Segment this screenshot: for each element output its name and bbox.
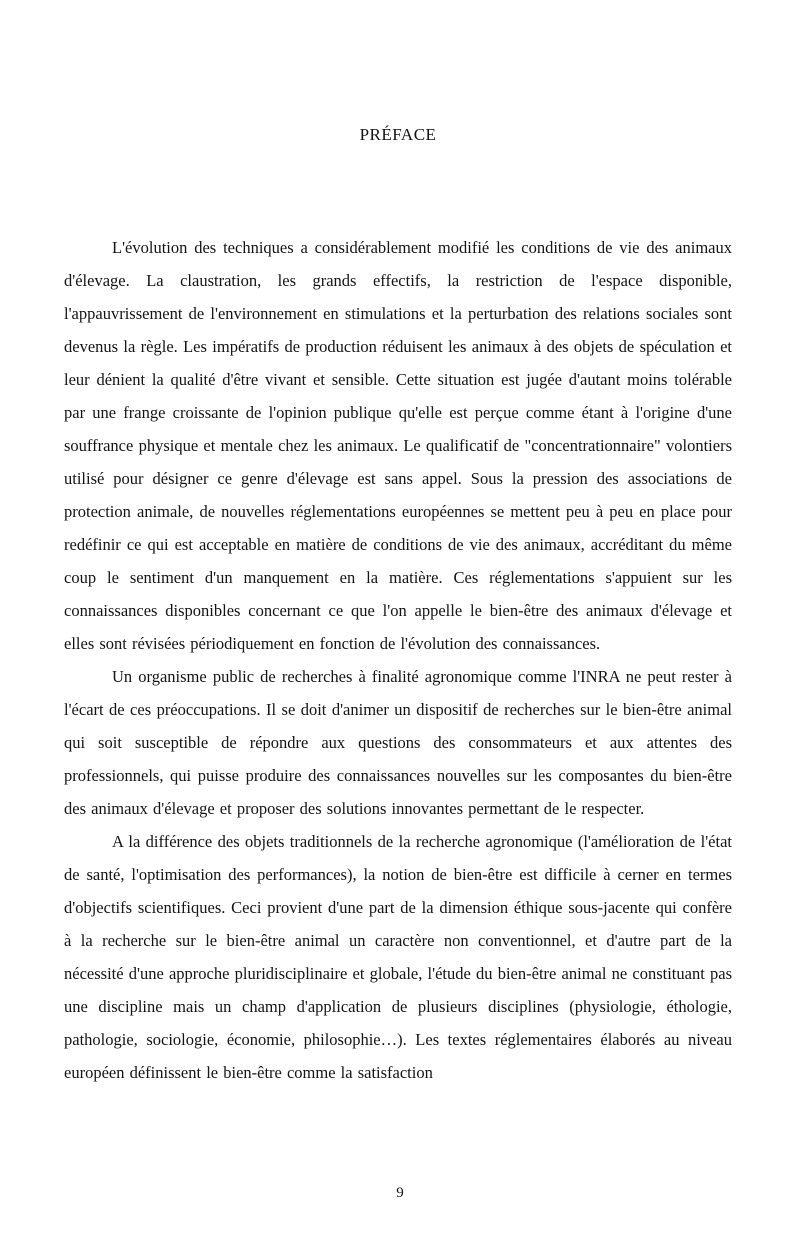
body-text — [64, 231, 732, 1089]
paragraph-2: Un organisme public de recherches à finalité agronomique comme l'INRA ne peut rester à l'écart de ces préoccupations. Il se doit d'animer un dispositif de recherches sur le bien-être animal qui soit susceptible de répondre aux questions des consommateurs et aux attentes des professionnels, qui puisse produire des connaissances nouvelles sur les composantes du bien-être des animaux d'élevage et proposer des solutions innovantes permettant de le respecter. — [64, 667, 732, 818]
page-number: 9 — [396, 1185, 404, 1201]
paragraph-1: L'évolution des techniques a considérablement modifié les conditions de vie des animaux d'élevage. La claustration, les grands effectifs, la restriction de l'espace disponible, l'appauvrissement de l'environnement en stimulations et la perturbation des relations sociales sont devenus la règle. Les impératifs de production réduisent les animaux à des objets de spéculation et leur dénient la qualité d'être vivant et sensible. Cette situation est jugée d'autant moins tolérable par une frange croissante de l'opinion publique qu'elle est perçue comme étant à l'origine d'une souffrance physique et mentale chez les animaux. Le qualificatif de "concentrationnaire" volontiers utilisé pour désigner ce genre d'élevage est sans appel. Sous la pression des associations de protection animale, de nouvelles réglementations européennes se mettent peu à peu en place pour redéfinir ce qui est acceptable en matière de conditions de vie des animaux, accréditant du même coup le sentiment d'un manquement en la matière. Ces réglementations s'appuient sur les connaissances disponibles concernant ce que l'on appelle le bien-être des animaux d'élevage et elles sont révisées périodiquement en fonction de l'évolution des connaissances. — [64, 238, 732, 653]
page-title: PRÉFACE — [359, 125, 437, 144]
paragraph-3: A la différence des objets traditionnels de la recherche agronomique (l'amélioration de l'état de santé, l'optimisation des performances), la notion de bien-être est difficile à cerner en termes d'objectifs scientifiques. Ceci provient d'une part de la dimension éthique sous-jacente qui confère à la recherche sur le bien-être animal un caractère non conventionnel, et d'autre part de la nécessité d'une approche pluridisciplinaire et globale, l'étude du bien-être animal ne constituant pas une discipline mais un champ d'application de plusieurs disciplines (physiologie, éthologie, pathologie, sociologie, économie, philosophie…). Les textes réglementaires élaborés au niveau européen définissent le bien-être comme la satisfaction — [64, 832, 732, 1082]
